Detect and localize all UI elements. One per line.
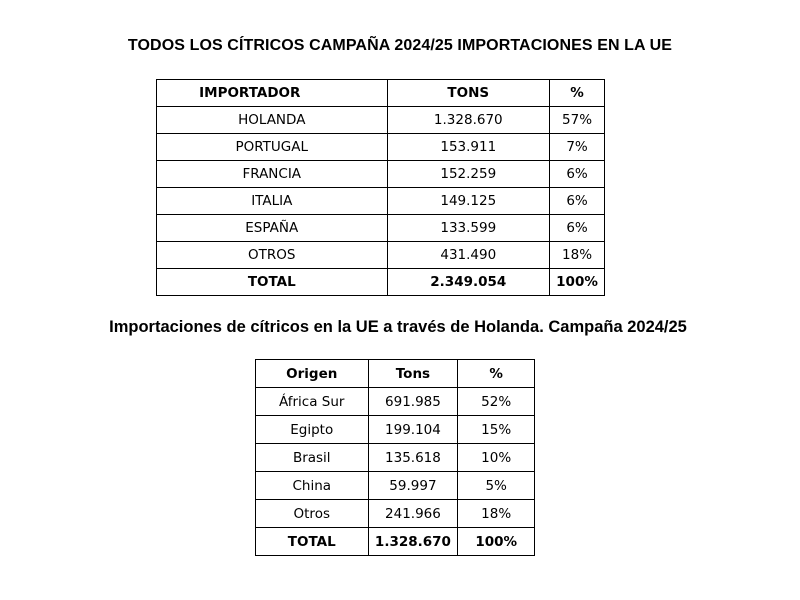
tons-cell: 59.997 — [368, 472, 458, 500]
table-header-row — [256, 360, 535, 388]
importers-table-title: TODOS LOS CÍTRICOS CAMPAÑA 2024/25 IMPORTACIONES EN LA UE — [127, 37, 673, 54]
column-header-tons: TONS — [387, 80, 550, 107]
table-row — [157, 107, 605, 134]
origin-name-cell: Egipto — [256, 416, 369, 444]
table-row — [256, 500, 535, 528]
table-row — [157, 215, 605, 242]
percent-cell: 6% — [550, 188, 605, 215]
percent-cell: 5% — [458, 472, 535, 500]
importer-name-cell: PORTUGAL — [157, 134, 388, 161]
table-row — [256, 416, 535, 444]
table-row — [157, 161, 605, 188]
table-header-row — [157, 80, 605, 107]
column-header-percent: % — [550, 80, 605, 107]
table-row — [256, 388, 535, 416]
total-percent-cell: 100% — [550, 269, 605, 296]
tons-cell: 149.125 — [387, 188, 550, 215]
origin-name-cell: Otros — [256, 500, 369, 528]
tons-cell: 133.599 — [387, 215, 550, 242]
percent-cell: 18% — [458, 500, 535, 528]
table-row — [256, 444, 535, 472]
percent-cell: 6% — [550, 215, 605, 242]
total-row — [157, 269, 605, 296]
tons-cell: 152.259 — [387, 161, 550, 188]
total-tons-cell: 1.328.670 — [368, 528, 458, 556]
tons-cell: 241.966 — [368, 500, 458, 528]
tons-cell: 431.490 — [387, 242, 550, 269]
percent-cell: 52% — [458, 388, 535, 416]
percent-cell: 7% — [550, 134, 605, 161]
column-header-origen: Origen — [256, 360, 369, 388]
tons-cell: 153.911 — [387, 134, 550, 161]
importer-name-cell: ESPAÑA — [157, 215, 388, 242]
origin-name-cell: China — [256, 472, 369, 500]
column-header-tons: Tons — [368, 360, 458, 388]
importer-name-cell: HOLANDA — [157, 107, 388, 134]
tons-cell: 135.618 — [368, 444, 458, 472]
percent-cell: 10% — [458, 444, 535, 472]
table-row — [157, 134, 605, 161]
total-row — [256, 528, 535, 556]
importer-name-cell: ITALIA — [157, 188, 388, 215]
origin-name-cell: Brasil — [256, 444, 369, 472]
total-label-cell: TOTAL — [157, 269, 388, 296]
tons-cell: 199.104 — [368, 416, 458, 444]
percent-cell: 6% — [550, 161, 605, 188]
total-tons-cell: 2.349.054 — [387, 269, 550, 296]
table-row — [157, 188, 605, 215]
column-header-percent: % — [458, 360, 535, 388]
column-header-importador: IMPORTADOR — [157, 80, 388, 107]
holanda-origin-table — [255, 359, 535, 556]
percent-cell: 18% — [550, 242, 605, 269]
eu-importers-table — [156, 79, 605, 296]
table-row — [256, 472, 535, 500]
total-percent-cell: 100% — [458, 528, 535, 556]
origin-name-cell: África Sur — [256, 388, 369, 416]
tons-cell: 1.328.670 — [387, 107, 550, 134]
tons-cell: 691.985 — [368, 388, 458, 416]
percent-cell: 57% — [550, 107, 605, 134]
importer-name-cell: FRANCIA — [157, 161, 388, 188]
table-row — [157, 242, 605, 269]
percent-cell: 15% — [458, 416, 535, 444]
importer-name-cell: OTROS — [157, 242, 388, 269]
total-label-cell: TOTAL — [256, 528, 369, 556]
holanda-origin-table-title: Importaciones de cítricos en la UE a través de Holanda. Campaña 2024/25 — [109, 318, 687, 336]
